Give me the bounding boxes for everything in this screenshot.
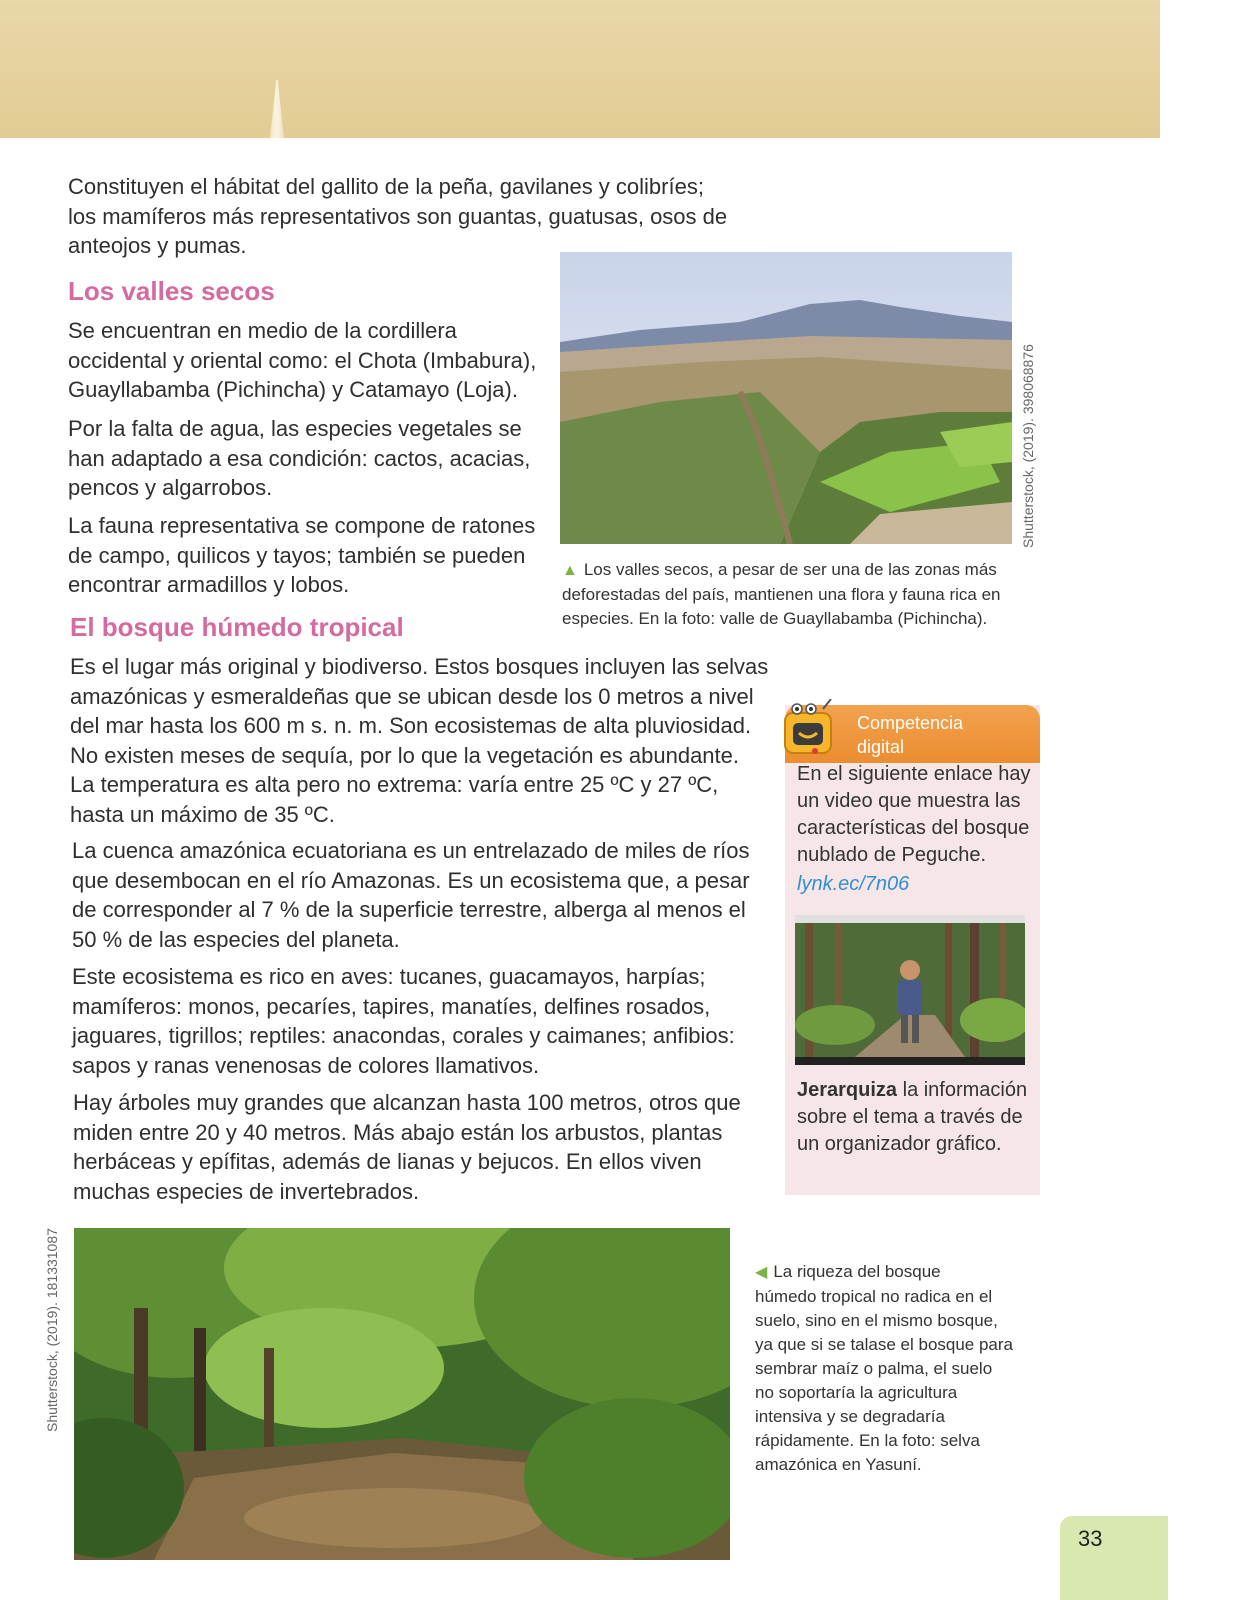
- text-line: herbáceas y epífitas, además de lianas y bejucos. En ellos viven: [73, 1149, 702, 1174]
- caption-line: Los valles secos, a pesar de ser una de las zonas más: [583, 560, 997, 579]
- text-line: Guayllabamba (Pichincha) y Catamayo (Loja).: [68, 377, 518, 402]
- intro-line: los mamíferos más representativos son guantas, guatusas, osos de: [68, 203, 728, 229]
- text-line: La fauna representativa se compone de ratones: [68, 513, 536, 538]
- bosque-paragraph-1: [70, 652, 768, 829]
- valley-photo-caption: [562, 558, 1001, 631]
- valley-photo-credit: Shutterstock, (2019). 398068876: [1020, 344, 1036, 548]
- competencia-digital-box: [785, 705, 1040, 1195]
- robot-icon: [777, 699, 843, 765]
- caption-line: amazónica en Yasuní.: [755, 1455, 922, 1474]
- text-line: encontrar armadillos y lobos.: [68, 572, 350, 597]
- text-line: de campo, quilicos y tayos; también se pueden: [68, 542, 526, 568]
- rainforest-photo: [74, 1228, 730, 1560]
- title-line: Competencia: [857, 713, 964, 733]
- box-title: [857, 711, 1027, 759]
- video-thumbnail[interactable]: [795, 915, 1025, 1065]
- text-line: La temperatura es alta pero no extrema: varía entre 25 ºC y 27 ºC,: [70, 772, 719, 797]
- text-line: pencos y algarrobos.: [68, 475, 273, 500]
- caption-line: rápidamente. En la foto: selva: [755, 1431, 980, 1450]
- text-line: No existen meses de sequía, por lo que la vegetación es abundante.: [70, 742, 740, 768]
- text-line: La cuenca amazónica ecuatoriana es un entrelazado de miles de ríos: [72, 838, 750, 863]
- text-line: mamíferos: monos, pecaríes, tapires, manatíes, delfines rosados,: [72, 993, 711, 1019]
- caption-line: ya que si se talase el bosque para: [755, 1335, 1014, 1354]
- triangle-left-icon: ◀: [755, 1264, 768, 1281]
- caption-line: sembrar maíz o palma, el suelo: [755, 1359, 993, 1378]
- caption-line: suelo, sino en el mismo bosque,: [755, 1311, 998, 1330]
- text-line: que desembocan en el río Amazonas. Es un ecosistema que, a pesar: [72, 867, 750, 893]
- text-line: han adaptado a esa condición: cactos, acacias,: [68, 445, 531, 471]
- tower-silhouette: [270, 80, 284, 138]
- text-line: la información: [897, 1079, 1028, 1101]
- rainforest-photo-credit: Shutterstock, (2019). 181331087: [44, 1228, 60, 1432]
- page-number: 33: [1078, 1526, 1103, 1551]
- valles-paragraph-3: [68, 511, 535, 600]
- title-line: digital: [857, 737, 905, 757]
- page-number-tab: [1060, 1516, 1168, 1600]
- box-description: [797, 761, 1031, 869]
- text-line: occidental y oriental como: el Chota (Imbabura),: [68, 347, 537, 373]
- valles-heading: Los valles secos: [68, 276, 275, 306]
- intro-line: Constituyen el hábitat del gallito de la peña, gavilanes y colibríes;: [68, 174, 704, 199]
- bosque-heading: El bosque húmedo tropical: [70, 612, 404, 642]
- text-line: miden entre 20 y 40 metros. Más abajo están los arbustos, plantas: [73, 1119, 723, 1145]
- text-line: En el siguiente enlace hay: [797, 763, 1031, 785]
- task-keyword: Jerarquiza: [797, 1079, 898, 1101]
- header-banner: [0, 0, 1160, 138]
- valles-paragraph-1: [68, 316, 536, 405]
- text-line: de corresponder al 7 % de la superficie terrestre, alberga al menos el: [72, 897, 746, 922]
- text-line: jaguares, tigrillos; reptiles: anacondas, corales y caimanes; anfibios:: [72, 1023, 735, 1048]
- text-line: un video que muestra las: [797, 790, 1021, 812]
- rainforest-photo-caption: [755, 1260, 1013, 1477]
- valles-paragraph-2: [68, 414, 530, 503]
- caption-line: intensiva y se degradaría: [755, 1407, 945, 1426]
- bosque-paragraph-3: [72, 962, 735, 1080]
- caption-line: no soportaría la agricultura: [755, 1383, 958, 1402]
- page-margin: [1160, 0, 1236, 1600]
- valley-photo: [560, 252, 1012, 544]
- text-line: sobre el tema a través de: [797, 1106, 1023, 1128]
- video-link[interactable]: lynk.ec/7n06: [797, 873, 910, 895]
- caption-line: deforestadas del país, mantienen una flora y fauna rica en: [562, 585, 1001, 604]
- text-line: muchas especies de invertebrados.: [73, 1178, 420, 1204]
- text-line: Hay árboles muy grandes que alcanzan hasta 100 metros, otros que: [73, 1090, 741, 1115]
- text-line: Se encuentran en medio de la cordillera: [68, 318, 457, 343]
- text-line: sapos y ranas venenosas de colores llamativos.: [72, 1052, 540, 1078]
- caption-line: especies. En la foto: valle de Guayllabamba (Pichincha).: [562, 609, 988, 628]
- text-line: nublado de Peguche.: [797, 844, 987, 866]
- text-line: amazónicas y esmeraldeñas que se ubican desde los 0 metros a nivel: [70, 683, 754, 709]
- box-task: [797, 1077, 1027, 1158]
- text-line: 50 % de las especies del planeta.: [72, 926, 400, 952]
- text-line: Es el lugar más original y biodiverso. Estos bosques incluyen las selvas: [70, 654, 769, 679]
- caption-line: húmedo tropical no radica en el: [755, 1287, 993, 1306]
- text-line: características del bosque: [797, 817, 1030, 839]
- text-line: hasta un máximo de 35 ºC.: [70, 801, 335, 827]
- text-line: del mar hasta los 600 m s. n. m. Son ecosistemas de alta pluviosidad.: [70, 713, 752, 738]
- caption-line: La riqueza del bosque: [773, 1262, 941, 1281]
- text-line: un organizador gráfico.: [797, 1133, 1002, 1155]
- text-line: Por la falta de agua, las especies vegetales se: [68, 416, 522, 441]
- bosque-paragraph-2: [72, 836, 750, 954]
- bosque-paragraph-4: [73, 1088, 741, 1206]
- intro-line: anteojos y pumas.: [68, 233, 247, 258]
- intro-paragraph: [68, 172, 727, 261]
- triangle-up-icon: ▲: [562, 562, 578, 579]
- text-line: Este ecosistema es rico en aves: tucanes, guacamayos, harpías;: [72, 964, 706, 989]
